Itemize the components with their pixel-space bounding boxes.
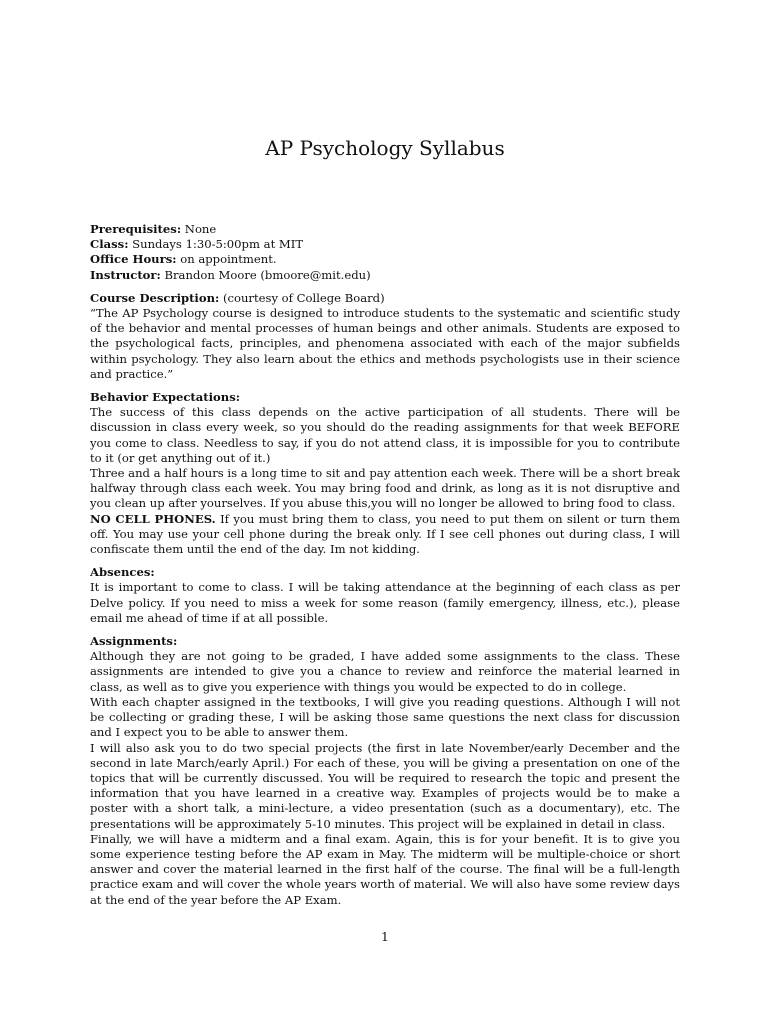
cell-phones-text: If you must bring them to class, you need to put them on silent or turn them off. You may use your cell phone during the break only. If I see cell phones out during class, I will confiscate them until the end of the day. Im not kidding.	[90, 511, 680, 557]
section-behavior-expectations	[90, 390, 680, 557]
course-description-note: (courtesy of College Board)	[219, 290, 385, 305]
course-description-text: “The AP Psychology course is designed to introduce students to the systematic and scientific study of the behavior and mental processes of human beings and other animals. Students are exposed to the psychological facts, principles, and phenomena associated with each of the major subfields within psychology. They also learn about the ethics and methods psychologists use in their science and practice.”	[90, 306, 680, 381]
document-body	[90, 222, 680, 908]
document-page	[90, 0, 680, 1024]
meta-instructor	[90, 268, 680, 283]
section-course-description	[90, 291, 680, 382]
meta-prerequisites	[90, 222, 680, 237]
paragraph: The success of this class depends on the active participation of all students. There will be discussion in class every week, so you should do the reading assignments for that week BEFORE you come to class. Needless to say, if you do not attend class, it is impossible for you to contribute to it (or get anything out of it.)	[90, 405, 680, 465]
section-assignments	[90, 634, 680, 908]
course-description-intro	[90, 291, 680, 306]
section-absences	[90, 565, 680, 626]
paragraph: It is important to come to class. I will be taking attendance at the beginning of each class as per Delve policy. If you need to miss a week for some reason (family emergency, illness, etc.), please email me ahead of time if at all possible.	[90, 580, 680, 625]
section-heading: Absences:	[90, 565, 155, 580]
section-heading: Course Description:	[90, 290, 220, 305]
paragraph: Three and a half hours is a long time to sit and pay attention each week. There will be a short break halfway through class each week. You may bring food and drink, as long as it is not disruptive and you clean up after yourselves. If you abuse this,you will no longer be allowed to bring food to class.	[90, 466, 680, 511]
meta-label: Office Hours:	[90, 252, 177, 267]
paragraph: I will also ask you to do two special projects (the first in late November/early December and the second in late March/early April.) For each of these, you will be giving a presentation on one of the topics that will be currently discussed. You will be required to research the topic and present the information that you have learned in a creative way. Examples of projects would be to make a poster with a short talk, a mini-lecture, a video presentation (such as a documentary), etc. The presentations will be approximately 5-10 minutes. This project will be explained in detail in class.	[90, 740, 680, 831]
cell-phones-paragraph	[90, 512, 680, 558]
page-number: 1	[381, 930, 389, 944]
paragraph: With each chapter assigned in the textbooks, I will give you reading questions. Although I will not be collecting or grading these, I will be asking those same questions the next class for discussion and I expect you to be able to answer them.	[90, 694, 680, 740]
meta-value: None	[181, 222, 217, 236]
meta-label: Class:	[90, 237, 129, 252]
cell-phones-label: NO CELL PHONES.	[90, 511, 216, 526]
meta-value: Brandon Moore (bmoore@mit.edu)	[160, 267, 371, 282]
section-heading: Assignments:	[90, 634, 178, 649]
paragraph: Although they are not going to be graded, I have added some assignments to the class. These assignments are intended to give you a chance to review and reinforce the material learned in class, as well as to give you experience with things you would be expected to do in college.	[90, 649, 680, 694]
meta-office-hours	[90, 252, 680, 267]
paragraph: Finally, we will have a midterm and a final exam. Again, this is for your benefit. It is to give you some experience testing before the AP exam in May. The midterm will be multiple-choice or short answer and cover the material learned in the first half of the course. The final will be a full-length practice exam and will cover the whole years worth of material. We will also have some review days at the end of the year before the AP Exam.	[90, 831, 680, 907]
document-title: AP Psychology Syllabus	[265, 136, 505, 160]
section-heading: Behavior Expectations:	[90, 390, 241, 405]
course-meta	[90, 222, 680, 283]
meta-value: Sundays 1:30-5:00pm at MIT	[128, 237, 304, 252]
meta-value: on appointment.	[176, 252, 277, 267]
meta-label: Prerequisites:	[90, 222, 182, 236]
meta-label: Instructor:	[90, 267, 161, 282]
meta-class	[90, 237, 680, 252]
